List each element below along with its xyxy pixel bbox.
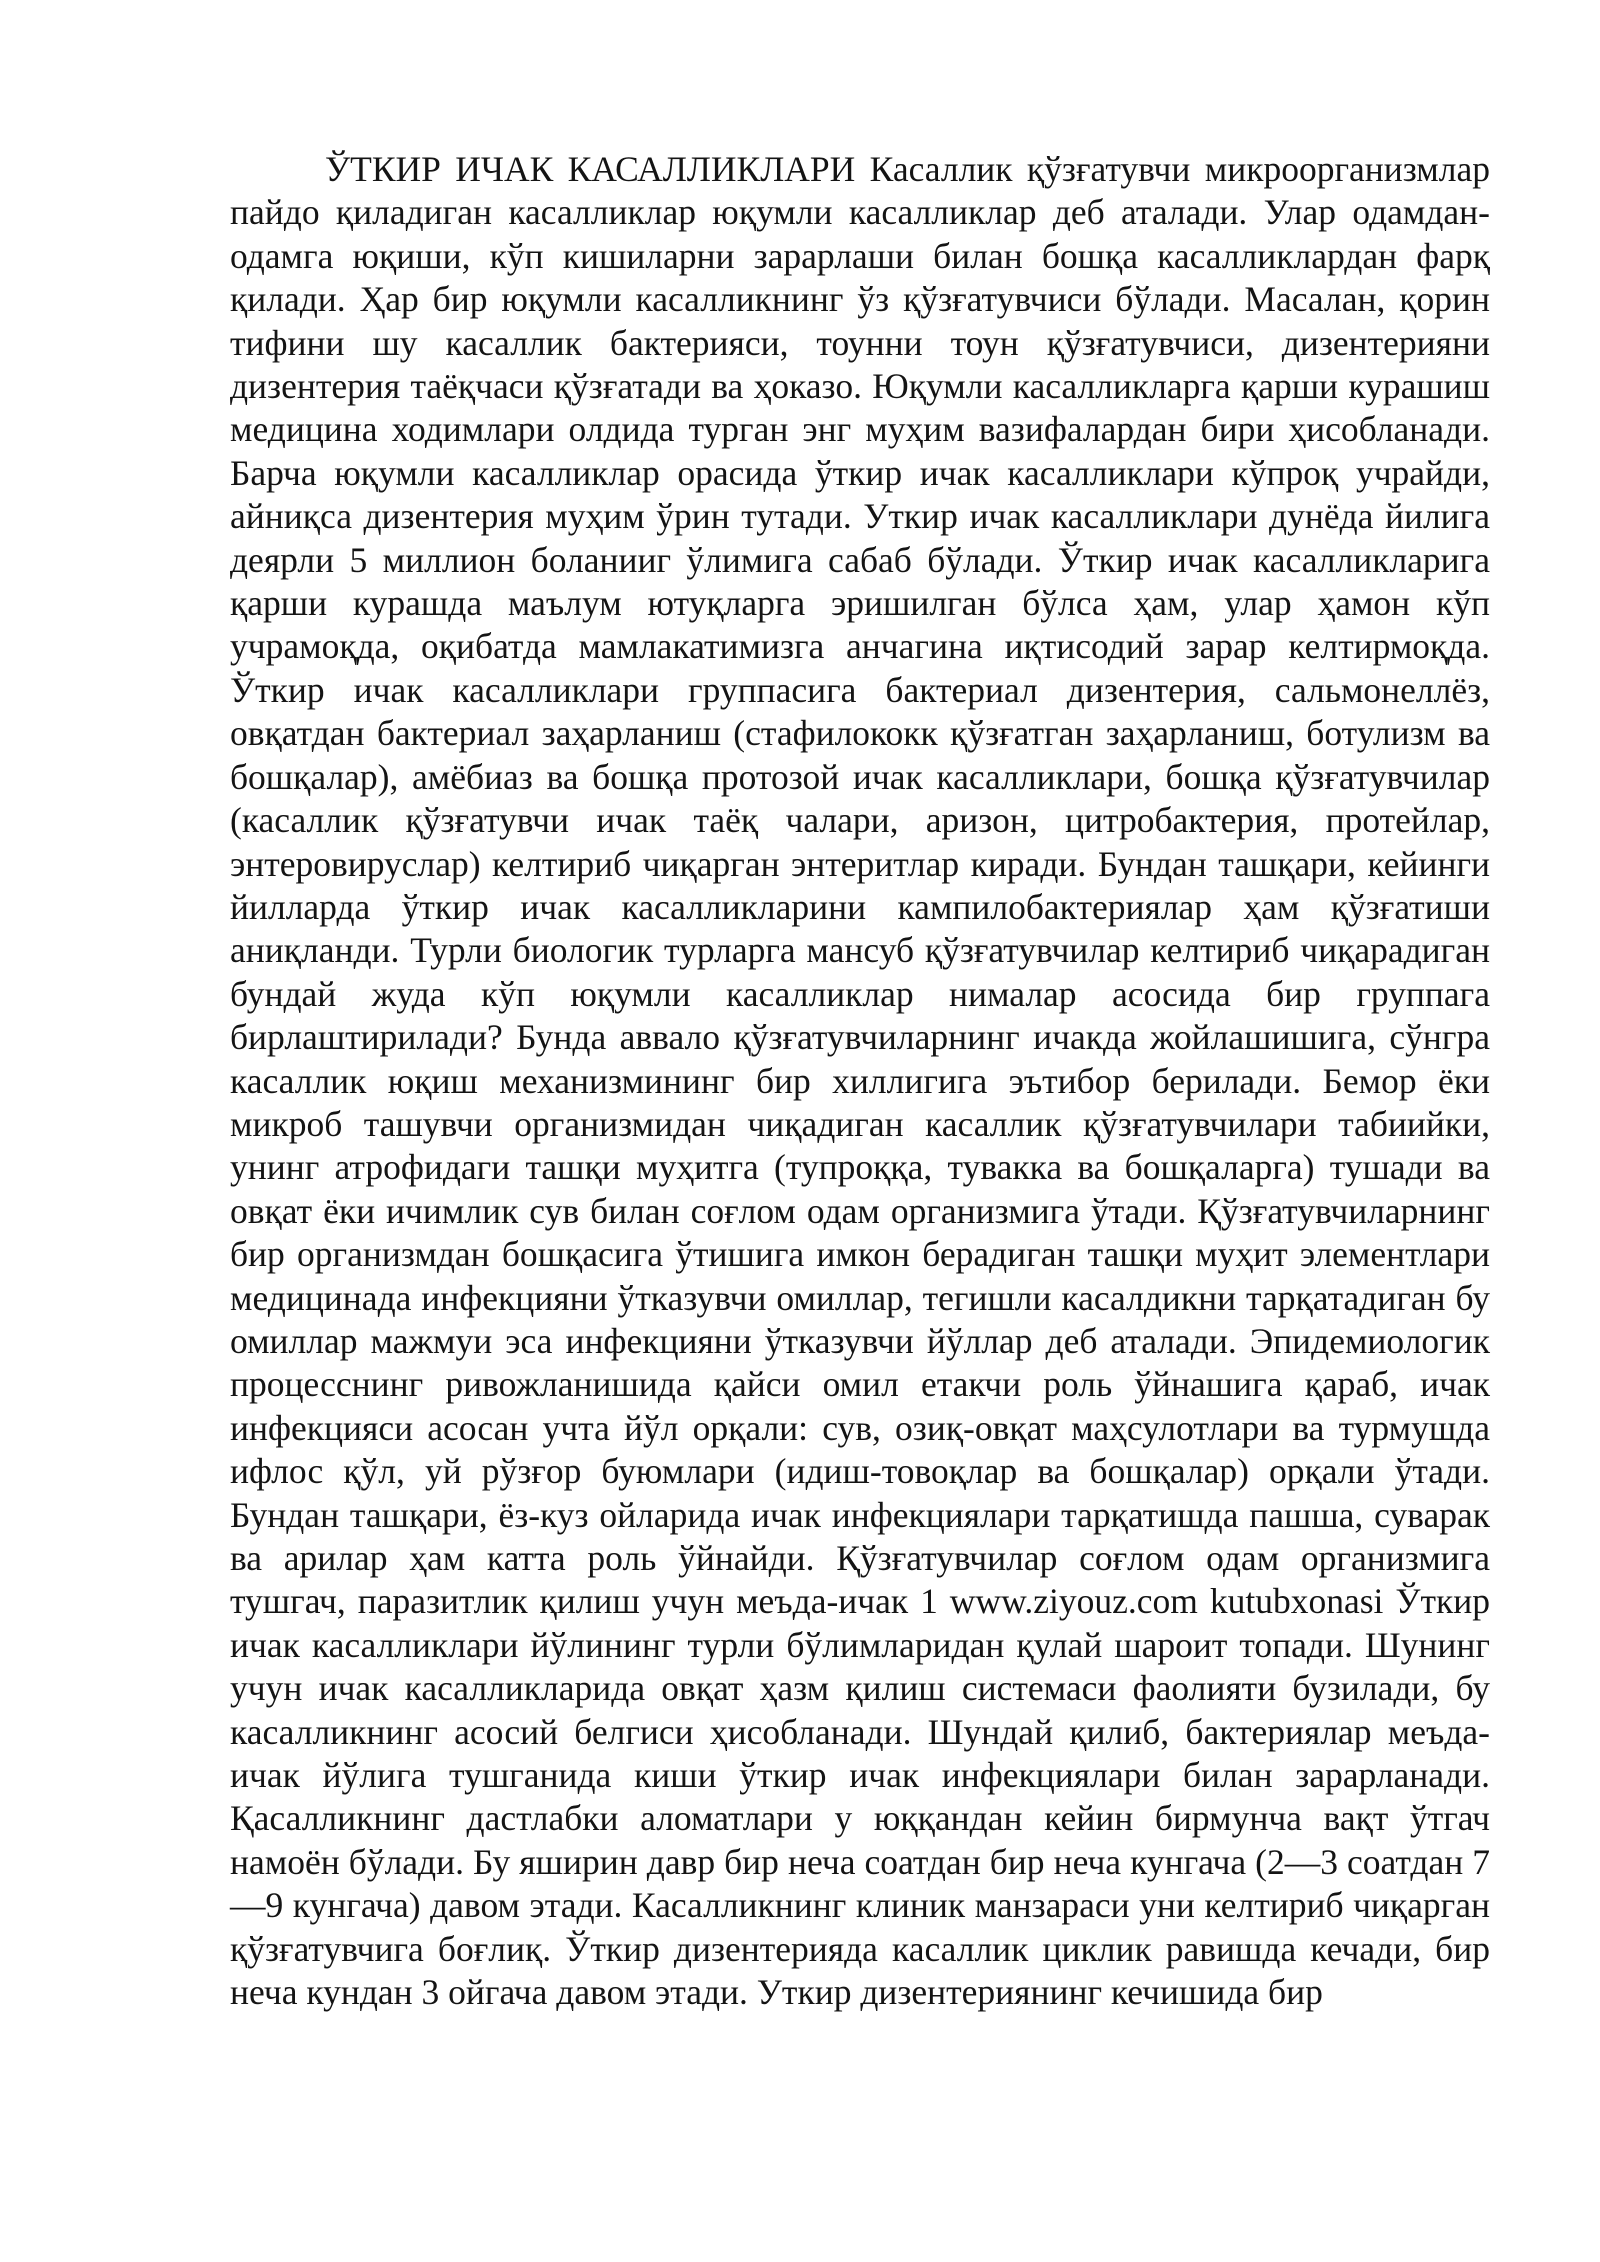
body-paragraph: ЎТКИР ИЧАК КАСАЛЛИКЛАРИ Касаллик қўзғатувчи микроорганизмлар пайдо қиладиган касалликлар юқумли касалликлар деб аталади. Улар одамдан-одамга юқиши, кўп кишиларни зарарлаши билан бошқа касалликлардан фарқ қилади. Ҳар бир юқумли касалликнинг ўз қўзғатувчиси бўлади. Масалан, қорин тифини шу касаллик бактерияси, тоунни тоун қўзғатувчиси, дизентерияни дизентерия таёқчаси қўзғатади ва ҳоказо. Юқумли касалликларга қарши курашиш медицина ходимлари олдида турган энг муҳим вазифалардан бири ҳисобланади. Барча юқумли касалликлар орасида ўткир ичак касалликлари кўпроқ учрайди, айниқса дизентерия муҳим ўрин тутади. Уткир ичак касалликлари дунёда йилига деярли 5 миллион боланииг ўлимига сабаб бўлади. Ўткир ичак касалликларига қарши курашда маълум ютуқларга эришилган бўлса ҳам, улар ҳамон кўп учрамоқда, оқибатда мамлакатимизга анчагина иқтисодий зарар келтирмоқда. Ўткир ичак касалликлари группасига бактериал дизентерия, сальмонеллёз, овқатдан бактериал заҳарланиш (стафилококк қўзғатган заҳарланиш, ботулизм ва бошқалар), амёбиаз ва бошқа протозой ичак касалликлари, бошқа қўзғатувчилар (касаллик қўзғатувчи ичак таёқ чалари, аризон, цитробактерия, протейлар, энтеровируслар) келтириб чиқарган энтеритлар киради. Бундан ташқари, кейинги йилларда ўткир ичак касалликларини кампилобактериялар ҳам қўзғатиши аниқланди. Турли биологик турларга мансуб қўзғатувчилар келтириб чиқарадиган бундай жуда кўп юқумли касалликлар нималар асосида бир группага бирлаштирилади? Бунда аввало қўзғатувчиларнинг ичакда жойлашишига, сўнгра касаллик юқиш механизмининг бир хиллигига эътибор берилади. Бемор ёки микроб ташувчи организмидан чиқадиган касаллик қўзғатувчилари табиийки, унинг атрофидаги ташқи муҳитга (тупроққа, тувакка ва бошқаларга) тушади ва овқат ёки ичимлик сув билан соғлом одам организмига ўтади. Қўзғатувчиларнинг бир организмдан бошқасига ўтишига имкон берадиган ташқи муҳит элементлари медицинада инфекцияни ўтказувчи омиллар, тегишли касалдикни тарқатадиган бу омиллар мажмуи эса инфекцияни ўтказувчи йўллар деб аталади. Эпидемиологик процесснинг ривожланишида қайси омил етакчи роль ўйнашига қараб, ичак инфекцияси асосан учта йўл орқали: сув, озиқ-овқат маҳсулотлари ва турмушда ифлос қўл, уй рўзғор буюмлари (идиш-товоқлар ва бошқалар) орқали ўтади. Бундан ташқари, ёз-куз ойларида ичак инфекциялари тарқатишда пашша, суварак ва арилар ҳам катта роль ўйнайди. Қўзғатувчилар соғлом одам организмига тушгач, паразитлик қилиш учун меъда-ичак 1 www.ziyouz.com kutubxonasi Ўткир ичак касалликлари йўлининг турли бўлимларидан қулай шароит топади. Шунинг учун ичак касалликларида овқат ҳазм қилиш системаси фаолияти бузилади, бу касалликнинг асосий белгиси ҳисобланади. Шундай қилиб, бактериялар меъда-ичак йўлига тушганида киши ўткир ичак инфекциялари билан зарарланади. Қасалликнинг дастлабки аломатлари у юққандан кейин бирмунча вақт ўтгач намоён бўлади. Бу яширин давр бир неча соатдан бир неча кунгача (2—3 соатдан 7—9 кунгача) давом этади. Касалликнинг клиник манзараси уни келтириб чиқарган қўзғатувчига боғлиқ. Ўткир дизентерияда касаллик циклик равишда кечади, бир неча кундан 3 ойгача давом этади. Уткир дизентериянинг кечишида бир xyxy=(230,149,1490,2013)
